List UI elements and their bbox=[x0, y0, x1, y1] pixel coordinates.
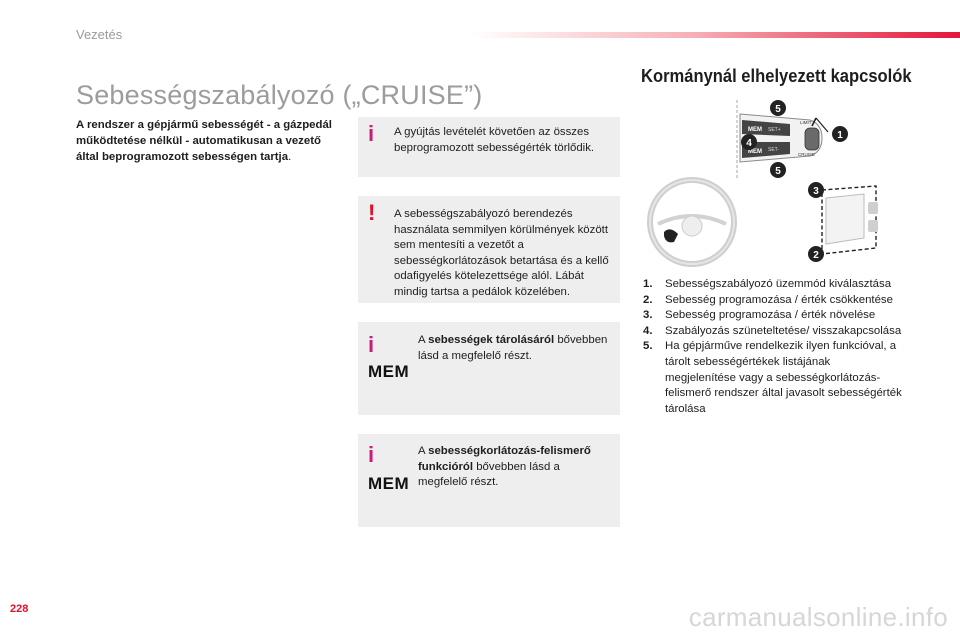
mem-badge: MEM bbox=[368, 362, 410, 381]
legend-text: Ha gépjárműve rendelkezik ilyen funkcióval, a tárolt sebességértékek listájának megjelenítése vagy a sebességkorlátozás-felismerő rendszer által javasolt sebességérték tárolása bbox=[665, 340, 902, 415]
stalk-cruise: CRUISE bbox=[798, 152, 816, 157]
legend-item bbox=[643, 277, 903, 293]
legend-num: 4. bbox=[643, 324, 653, 337]
legend-text: Sebesség programozása / érték csökkentése bbox=[665, 293, 893, 306]
info-note-recognition bbox=[358, 434, 620, 527]
callout-2: 2 bbox=[813, 250, 819, 261]
stalk-limit: LIMIT bbox=[800, 120, 812, 125]
note-bold: sebességkorlátozás-felismerő funkcióról bbox=[418, 445, 591, 473]
stalk-set-minus: SET- bbox=[768, 147, 780, 153]
info-icon: i bbox=[368, 332, 375, 357]
callout-5-bottom: 5 bbox=[775, 166, 781, 177]
callout-1: 1 bbox=[837, 130, 843, 141]
legend-num: 1. bbox=[643, 278, 653, 290]
legend-text: Szabályozás szüneteltetése/ visszakapcsolása bbox=[665, 324, 902, 337]
steering-wheel bbox=[650, 180, 734, 264]
section-header: Vezetés bbox=[76, 27, 123, 42]
intro-tail: . bbox=[288, 151, 292, 163]
legend-text: Sebesség programozása / érték növelése bbox=[665, 309, 876, 322]
legend-num: 2. bbox=[643, 293, 653, 306]
warning-icon: ! bbox=[368, 200, 376, 225]
note-text: A sebességkorlátozás-felismerő funkcióról bővebben lásd a megfelelő részt. bbox=[418, 445, 591, 488]
legend-item bbox=[643, 339, 903, 417]
paddle-closeup bbox=[808, 182, 878, 262]
legend-item bbox=[643, 293, 903, 309]
controls-heading: Kormánynál elhelyezett kapcsolók bbox=[641, 66, 912, 86]
legend-num: 5. bbox=[643, 340, 653, 353]
callout-3: 3 bbox=[813, 186, 819, 197]
stalk-closeup bbox=[737, 100, 848, 180]
intro-paragraph bbox=[76, 117, 342, 165]
info-note-ignition bbox=[358, 117, 620, 177]
header-stripe bbox=[470, 32, 960, 38]
legend-item bbox=[643, 308, 903, 324]
steering-controls-illustration bbox=[640, 98, 900, 270]
legend-text: Sebességszabályozó üzemmód kiválasztása bbox=[665, 278, 892, 290]
controls-legend bbox=[643, 277, 903, 417]
page-number: 228 bbox=[10, 603, 29, 615]
stalk-set-plus: SET+ bbox=[768, 127, 781, 133]
note-text: A sebességek tárolásáról bővebben lásd a megfelelő részt. bbox=[418, 334, 608, 362]
note-text: A gyújtás levételét követően az összes beprogramozott sebességérték törlődik. bbox=[394, 126, 595, 154]
callout-5-top: 5 bbox=[775, 104, 781, 115]
note-bold: sebességek tárolásáról bbox=[428, 334, 555, 346]
intro-bold: A rendszer a gépjármű sebességét - a gázpedál működtetése nélkül - automatikusan a vezető által beprogramozott sebességen tartja bbox=[76, 119, 332, 163]
note-text: A sebességszabályozó berendezés használata semmilyen körülmények között sem mentesíti a vezetőt a sebességkorlátozások betartása és a kellő odafigyelés kötelezettsége alól. Lábát mindig tartsa a pedálok közelében. bbox=[394, 208, 609, 298]
stalk-mem-top: MEM bbox=[748, 127, 762, 133]
warning-note bbox=[358, 196, 620, 303]
callout-4: 4 bbox=[746, 138, 752, 149]
info-note-memory bbox=[358, 322, 620, 415]
legend-num: 3. bbox=[643, 309, 653, 322]
mem-badge: MEM bbox=[368, 474, 410, 493]
info-icon: i bbox=[368, 442, 375, 467]
info-icon: i bbox=[368, 121, 375, 146]
page-title: Sebességszabályozó („CRUISE”) bbox=[76, 80, 483, 111]
legend-item bbox=[643, 324, 903, 340]
stalk-mem-bottom: MEM bbox=[748, 149, 762, 155]
watermark: carmanualsonline.info bbox=[688, 602, 948, 632]
